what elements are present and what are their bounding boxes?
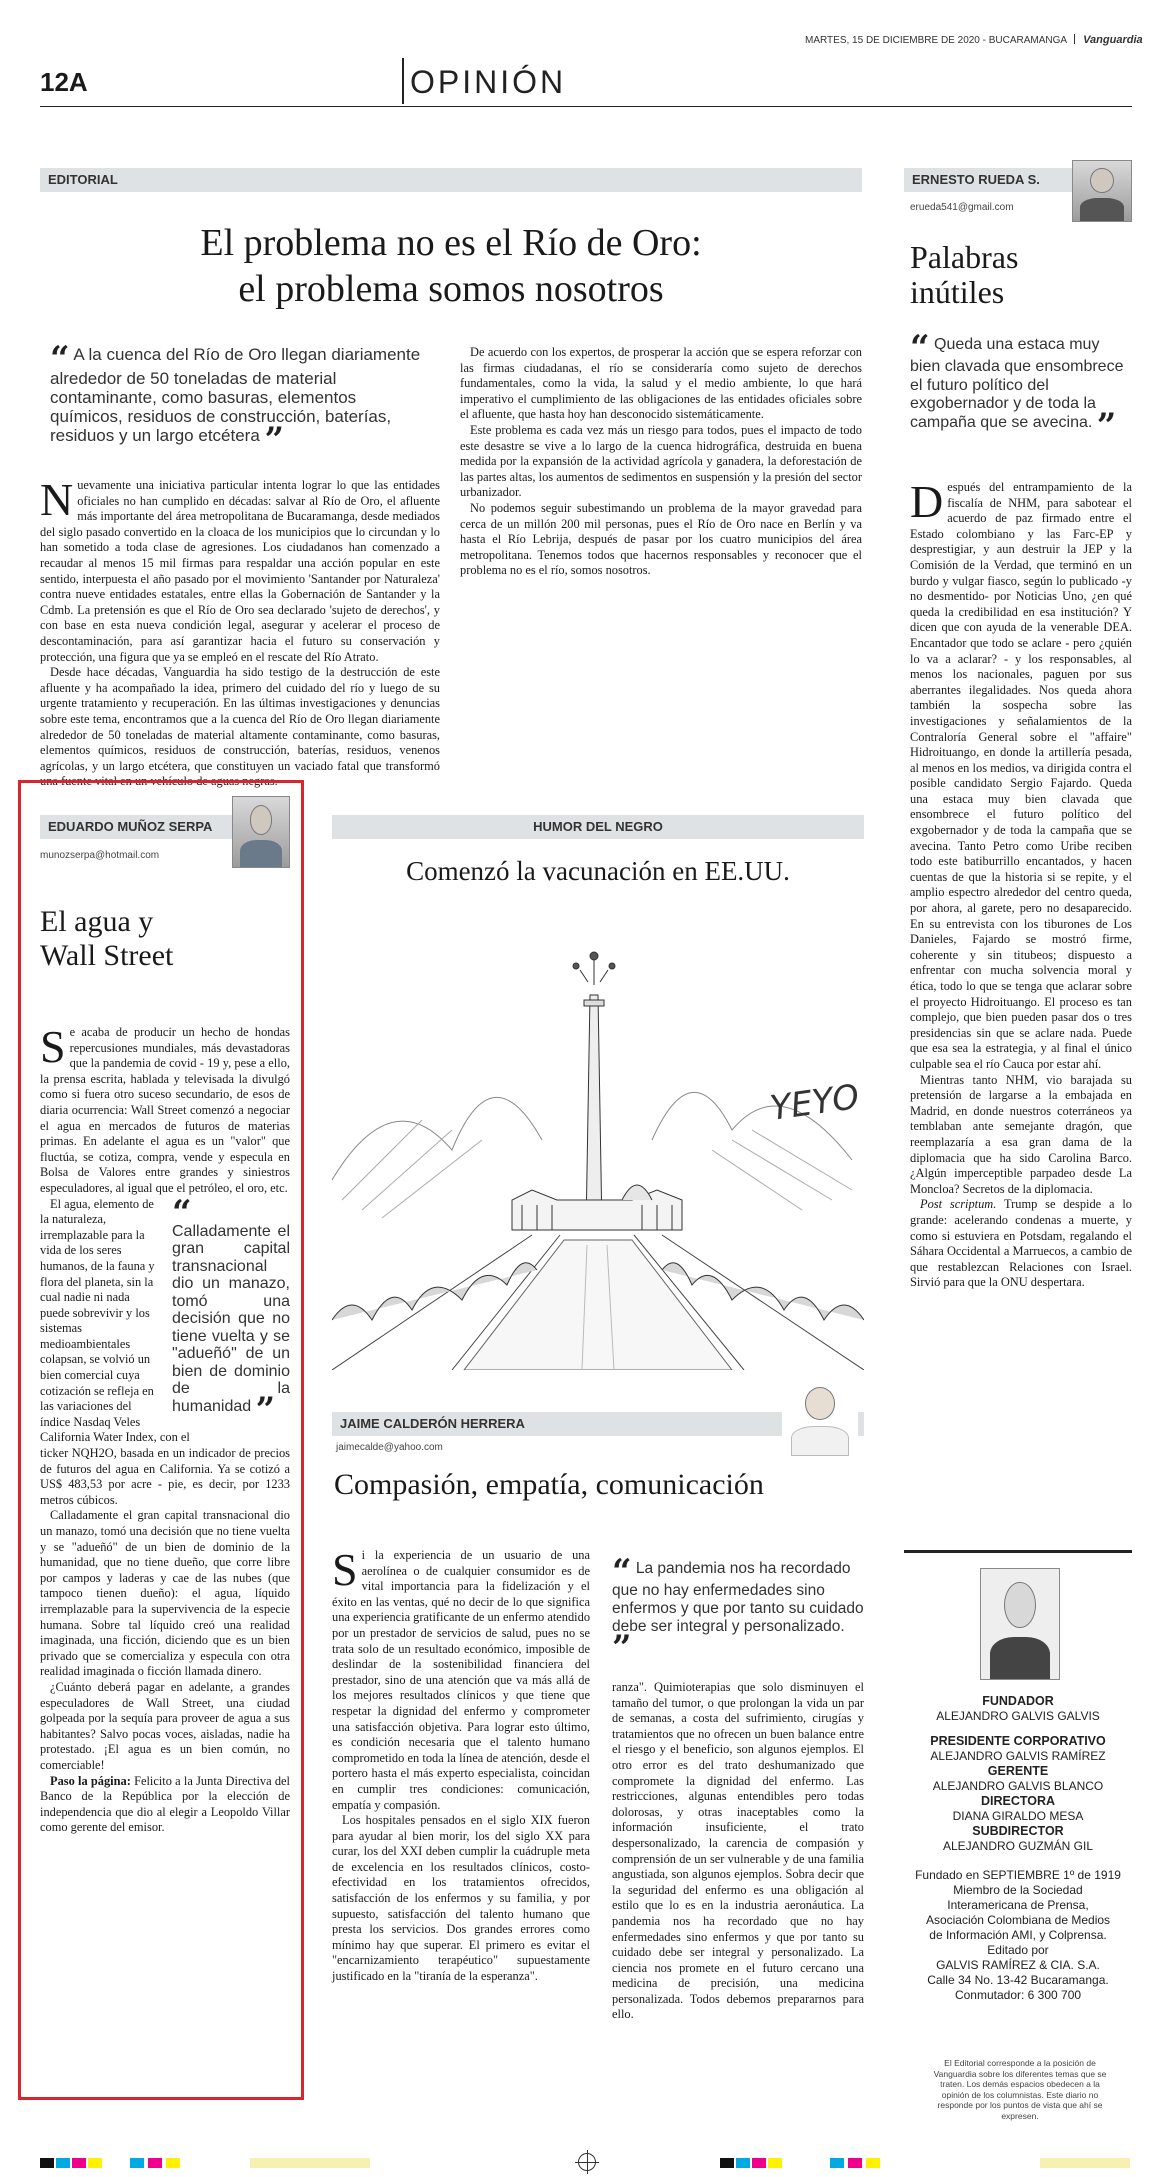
calderon-pullquote-text: La pandemia nos ha recordado que no hay enfermedades sino enfermos y que por tanto su cuidado debe ser integral y personalizado. [612,1560,864,1635]
munoz-paragraph-3: Calladamente el gran capital transnacional dio un manazo, tomó una decisión que no tiene vuelta y se "adueñó" de un bien de dominio de la humanidad, que no tiene dueño, que corre libre por campos y laderas y cae de las nubes (que tampoco tienen dueño): el agua, líquido irremplazable para la supervivencia de la especie humana. Sobre tal líquido creó una realidad imaginada, una ficción, diciendo que es un bien privado que se comercializa y especula con otra realidad imaginada o ficción llamada dinero. [40,1508,290,1679]
masthead-info-6: Editado por [987,1943,1049,1957]
editorial-body-1 [40,474,440,790]
rueda-paragraph-1: espués del entrampamiento de la fiscalía de NHM, para sabotear el acuerdo de paz firmado entre el Estado colombiano y las Farc-EP y desprestigiar, y aun destruir la JEP y la Comisión de la Verdad, que terminó en un burdo y vulgar fiasco, según lo publicado -y no desmentido- por Noticias Uno, ¿en qué queda la credibilidad en esa institución? Y dicen que con ayuda de la venerable DEA. Encantador que todo se aclare - pero ¿quién lo va a aclarar? - y los responsables, al menos los nacionales, paguen por sus aberrantes ilegalidades. Nos queda ahora también la sospecha sobre las investigaciones y señalamientos de la Contraloría General sobre el "affaire" Hidroituango, en donde la artillería pesada, al menos en los medios, va dirigida contra el posible candidato Sergio Fajardo. Queda una estaca muy bien clavada que ensombrece el futuro político del exgobernador y de toda la campaña que se avecina. Tanto Petro como Uribe reciben todo este batiburrillo encantados, y hacen cuentas de que la historia si se repite, y el amplio espectro alrededor del centro queda, por ahora, al garete, pero no desaparecido. En su entrevista con los tiburones de Los Danieles, Fajardo se mostró firme, coherente y sin titubeos; dispuesto a enfrentar con mucha solvencia moral y ética, todo lo que se tenga que aclarar sobre el proyecto Hidroituango. El proceso es tan complejo, que bien pueden pasar dos o tres presidencias sin que se aclare nada. Puede que esa sea la estrategia, y al final el único culpable sea el río Cauca por estar ahí. [910,480,1132,1071]
editorial-paragraph-5: Este problema es cada vez más un riesgo para todos, pues el impacto de todo este desastre se vive a lo largo de la cuenca hidrográfica, destruida en buena medida por la expansión de la actividad agrícola y ganadera, la deforestación de las partes altas, los aumentos de sedimentos en suspensión y la presión del sector urbanizador. [460,422,862,500]
header-rule [40,106,1132,107]
calderon-paragraph-2: Los hospitales pensados en el siglo XIX fueron para ayudar al bien morir, los del siglo XX para curar, los del XXI deben cumplir la cuádruple meta de excelencia en los resultados clínicos, costo-efectividad en los tratamientos ofrecidos, satisfacción de los enfermos y su familia, y por supuesto, satisfacción del talento humano que presta los servicios. Dos grandes errores como mínimo hay que superar. El primero es evitar el "encarnizamiento terapéutico" supuestamente justificado en la "tiranía de la esperanza". [332,1813,590,1984]
founder-label: FUNDADOR [982,1694,1054,1708]
calderon-paragraph-2b: ranza". Quimioterapias que solo disminuyen el tamaño del tumor, o que prolongan la vida un par de semanas, a costa del sufrimiento, cirugías y tratamientos que no ofrecen un buen balance entre el riesgo y el beneficio, son algunos ejemplos. El otro error es del trato deshumanizado que compromete la dignidad del enfermo. Las restricciones, algunas entendibles pero todas dolorosas, y otras inaceptables como la información insuficiente, el trato despersonalizado, la carencia de compasión y comprensión de un ser vulnerable y de una familia angustiada, son algunos ejemplos. Sobra decir que la seguridad del enfermo es una obligación al estilo que lo es en la industria aeronáutica. La pandemia nos ha recordado que no hay enfermedades sino enfermos y que por tanto su cuidado debe ser integral y personalizado. La ciencia nos promete en el futuro cercano una medicina de precisión, una medicina personalizada. Todos debemos prepararnos para ello. [612,1680,864,2022]
cartoon [332,900,864,1370]
munoz-pullquote [172,1192,290,1430]
munoz-title-line1: El agua y [40,905,154,938]
munoz-title-line2: Wall Street [40,939,174,972]
humor-title: Comenzó la vacunación en EE.UU. [406,856,790,886]
rueda-body [910,476,1132,1291]
editorial-paragraph-2: Desde hace décadas, Vanguardia ha sido testigo de la destrucción de este afluente y ha acompañado la idea, primero del cuidado del río y luego de su urgente tratamiento y recuperación. En las últimas investigaciones y denuncias sobre este tema, encontramos que a la cuenca del Río de Oro llegan diariamente alrededor de 50 toneladas de material altamente contaminante, como basuras, elementos químicos, residuos de construcción, baterías, residuos, venenos agrícolas, y un largo etcétera, que constituyen un vaciado fatal que transformó una fuente vital en un vehículo de aguas negras. [40,665,440,789]
masthead-info-8: Calle 34 No. 13-42 Bucaramanga. [927,1973,1109,1987]
munoz-paragraph-2b: ticker NQH2O, basada en un indicador de precios de futuros del agua en California. Ya se cotizó a US$ 483,53 por acre - pie, es decir, por 1233 metros cúbicos. [40,1446,290,1507]
dateline [805,34,1143,46]
masthead-info-4: Asociación Colombiana de Medios [925,1913,1111,1927]
calderon-photo [782,1378,858,1456]
masthead-rule [904,1550,1132,1553]
editorial-dropcap: N [40,474,74,525]
calderon-paragraph-1: i la experiencia de un usuario de una aerolínea o de cualquier consumidor es de vital importancia para la fidelización y el éxito en las ventas, qué no decir de lo que significa una experiencia gratificante de un enfermo atendido por un prestador de servicios de salud, pues no se trata solo de un resultado económico, imposible de deslindar de la sostenibilidad financiera del prestador, sino de una atención que va más allá de los mejores resultados clínicos y que tiene que respetar la dignidad del enfermo y comprometer una satisfacción objetiva. Para lograr esto último, es condición necesaria que el talento humano comprometido en toda la línea de atención, desde el portero hasta el más experto especialista, coincidan en cumplir tres condiciones: comunicación, empatía y compasión. [332,1548,591,1812]
rueda-title [910,240,1018,310]
manager-name: ALEJANDRO GALVIS BLANCO [932,1779,1104,1793]
open-quote-icon: “ [50,339,70,379]
manager-label: GERENTE [987,1764,1049,1778]
open-quote-icon: “ [172,1192,192,1233]
calderon-title: Compasión, empatía, comunicación [334,1468,764,1501]
registration-target-icon [578,2153,596,2171]
close-quote-icon: ” [612,1628,632,1668]
disclaimer: El Editorial corresponde a la posición de Vanguardia sobre los diferentes temas que se traten. Los demás espacios obedecen a la opinión de los columnistas. Este diario no responde por los puntos de vista que ahí se expresen. [933,2058,1107,2121]
munoz-paragraph-4: ¿Cuánto deberá pagar en adelante, a grandes especuladores de Wall Street, una ciudad golpeada por la sequía para proveer de agua a sus habitantes? Salvo pocas voces, aisladas, nadie ha protestado. ¡El agua es un bien común, no comerciable! [40,1679,290,1772]
editorial-tag: EDITORIAL [40,168,862,192]
rueda-tag: ERNESTO RUEDA S. [904,168,1132,192]
munoz-dropcap: S [40,1021,66,1072]
editorial-paragraph-1: uevamente una iniciativa particular intenta lograr lo que las entidades oficiales no han cumplido en décadas: salvar al Río de Oro, el afluente más importante del área metropolitana de Bucaramanga, desde mediados del siglo pasado convertido en la cloaca de los municipios que lo circundan y lo han sometido a toda clase de agresiones. Los ciudadanos han comenzado a recaudar al menos 15 mil firmas para respaldar una acción popular en este sentido, interpuesta el año pasado por el movimiento 'Santander por Naturaleza' contra nueve entidades estatales, entre ellas la Gobernación de Santander y la Cdmb. La pretensión es que el Río de Oro sea declarado 'sujeto de derechos', y con base en esta nueva condición legal, asegurar y acelerar el proceso de descontaminación, para así garantizar hacia el futuro su conservación y protección, una figura que ya se empleó en el rescate del Río Atrato. [40,478,440,664]
humor-tag: HUMOR DEL NEGRO [332,815,864,839]
close-quote-icon: ” [255,1389,276,1430]
president-name: ALEJANDRO GALVIS RAMÍREZ [930,1749,1106,1763]
editorial-title-line1: El problema no es el Río de Oro: [200,222,702,264]
subdirector-label: SUBDIRECTOR [972,1824,1064,1838]
calderon-email: jaimecalde@yahoo.com [336,1442,443,1453]
rueda-pullquote [910,328,1132,446]
munoz-title [40,905,173,973]
president-label: PRESIDENTE CORPORATIVO [930,1734,1106,1748]
editorial-body-2 [460,345,862,579]
masthead-info-5: de Información AMI, y Colprensa. [929,1928,1107,1942]
subdirector-name: ALEJANDRO GUZMÁN GIL [942,1839,1094,1853]
masthead-info-3: Interamericana de Prensa, [947,1898,1089,1912]
open-quote-icon: “ [910,328,930,368]
masthead-info-9: Conmutador: 6 300 700 [954,1988,1082,2002]
cartoon-signature: YEYO [767,1076,862,1129]
calderon-col2 [612,1680,864,2023]
editorial-title-line2: el problema somos nosotros [238,268,664,310]
munoz-pullquote-text: Calladamente el gran capital transnacional dio un manazo, tomó una decisión que no tiene vuelta y se "adueñó" de un bien de dominio de la humanidad [172,1222,290,1415]
masthead-info-2: Miembro de la Sociedad [953,1883,1083,1897]
rueda-pullquote-text: Queda una estaca muy bien clavada que ensombrece el futuro político del exgobernador y de toda la campaña que se avecina. [910,336,1124,431]
calderon-tag: JAIME CALDERÓN HERRERA [332,1412,864,1436]
editorial-col1 [40,339,440,790]
rueda-title-line2: inútiles [910,274,1005,310]
page-number: 12A [40,67,88,97]
editorial-col2 [460,345,862,579]
munoz-paragraph-5: Felicito a la Junta Directiva del Banco de la República por la elección de independencia que dio al elegir a Leopoldo Villar como gerente del emisor. [40,1773,290,1835]
rueda-email: erueda541@gmail.com [910,202,1014,213]
director-label: DIRECTORA [980,1794,1056,1808]
section-title: OPINIÓN [410,64,567,100]
munoz-body [40,1021,290,1836]
munoz-email: munozserpa@hotmail.com [40,850,160,861]
header-divider [402,58,404,104]
masthead-info-7: GALVIS RAMÍREZ & CIA. S.A. [936,1958,1100,1972]
founder-portrait [980,1568,1060,1680]
dateline-text: MARTES, 15 DE DICIEMBRE DE 2020 - BUCARAMANGA [805,35,1067,46]
munoz-paragraph-2a: El agua, elemento de la naturaleza, irremplazable para la vida de los seres humanos, de la fauna y flora del planeta, sin la cual nadie ni nada puede sobrevivir y los sistemas medioambientales colapsan, se volvió un bien comercial cuya cotización se refleja en las variaciones del índice Nasdaq Veles California Water Index, con el [40,1196,190,1445]
rueda-ps-label: Post scriptum. [920,1197,997,1212]
rueda-title-line1: Palabras [910,239,1019,275]
founder-name: ALEJANDRO GALVIS GALVIS [936,1709,1100,1723]
masthead-info-1: Fundado en SEPTIEMBRE 1º de 1919 [915,1868,1121,1882]
calderon-dropcap: S [332,1544,358,1595]
masthead [904,1694,1132,2003]
calderon-pullquote [612,1552,864,1668]
calderon-col1 [332,1544,591,1985]
rueda-paragraph-2: Mientras tanto NHM, vio barajada su pretensión de largarse a la embajada en Madrid, en donde nuestros coterráneos ya temblaban ante semejante dragón, que reemplazaría a esa gran dama de la diplomacia que ha sido Carolina Barco. ¿Algún imperceptible parpadeo desde La Moncloa? Secretos de la diplomacia. [910,1072,1132,1196]
editorial-paragraph-4: No podemos seguir subestimando un problema de la mayor gravedad para cerca de un millón 200 mil personas, pues el Río de Oro nace en Berlín y va hasta el Río Lebrija, después de pasar por los cuatro municipios del área metropolitana. Tenemos todos que hacernos responsables y reconocer que el problema no es el río, somos nosotros. [460,500,862,578]
rueda-photo [1072,160,1132,222]
close-quote-icon: ” [264,420,285,460]
rueda-dropcap: D [910,476,944,527]
munoz-tag: EDUARDO MUÑOZ SERPA [40,815,290,839]
editorial-pullquote-text: A la cuenca del Río de Oro llegan diariamente alrededor de 50 toneladas de material contaminante, como basuras, elementos químicos, residuos de construcción, baterías, residuos y un largo etcétera [50,345,421,445]
munoz-paragraph-1: e acaba de producir un hecho de hondas repercusiones mundiales, más devastadoras que la pandemia de covid - 19 y, pese a ello, la prensa escrita, hablada y televisada la divulgó como si fuera otro suceso secundario, de esos de diaria ocurrencia: Wall Street comenzó a negociar el agua en mercados de futuros de materias primas. En adelante el agua es un "valor" que fluctúa, se cotiza, compra, vende y especula en Bolsa de Valores entre grandes y siniestros especuladores, al igual que el petróleo, el oro, etc. [40,1025,290,1195]
rueda-paragraph-3: Trump se despide a lo grande: acelerando condenas a muerte, y como si estuviera en Potsdam, regalando el Sáhara Occidental a Marruecos, a cambio de que restablezcan Relaciones con Israel. Sirvió para que la ONU despertara. [910,1197,1132,1290]
director-name: DIANA GIRALDO MESA [952,1809,1084,1823]
editorial-title [40,220,862,312]
munoz-footnote-label: Paso la página: [50,1773,131,1788]
munoz-photo [232,796,290,868]
editorial-paragraph-3: De acuerdo con los expertos, de prosperar la acción que se espera reforzar con las firmas ciudadanas, el río se consideraría como sujeto de derechos fundamentales, como la vida, la salud y el medio ambiente, lo que hará imperativo el cumplimiento de las obligaciones de las entidades oficiales sobre el afluente, que hasta hoy han desconocido sistemáticamente. [460,345,862,422]
open-quote-icon: “ [612,1552,632,1592]
brand-logo: Vanguardia [1083,34,1143,46]
cartoon-illustration [332,900,864,1370]
editorial-pullquote [40,339,440,460]
close-quote-icon: ” [1096,405,1117,446]
